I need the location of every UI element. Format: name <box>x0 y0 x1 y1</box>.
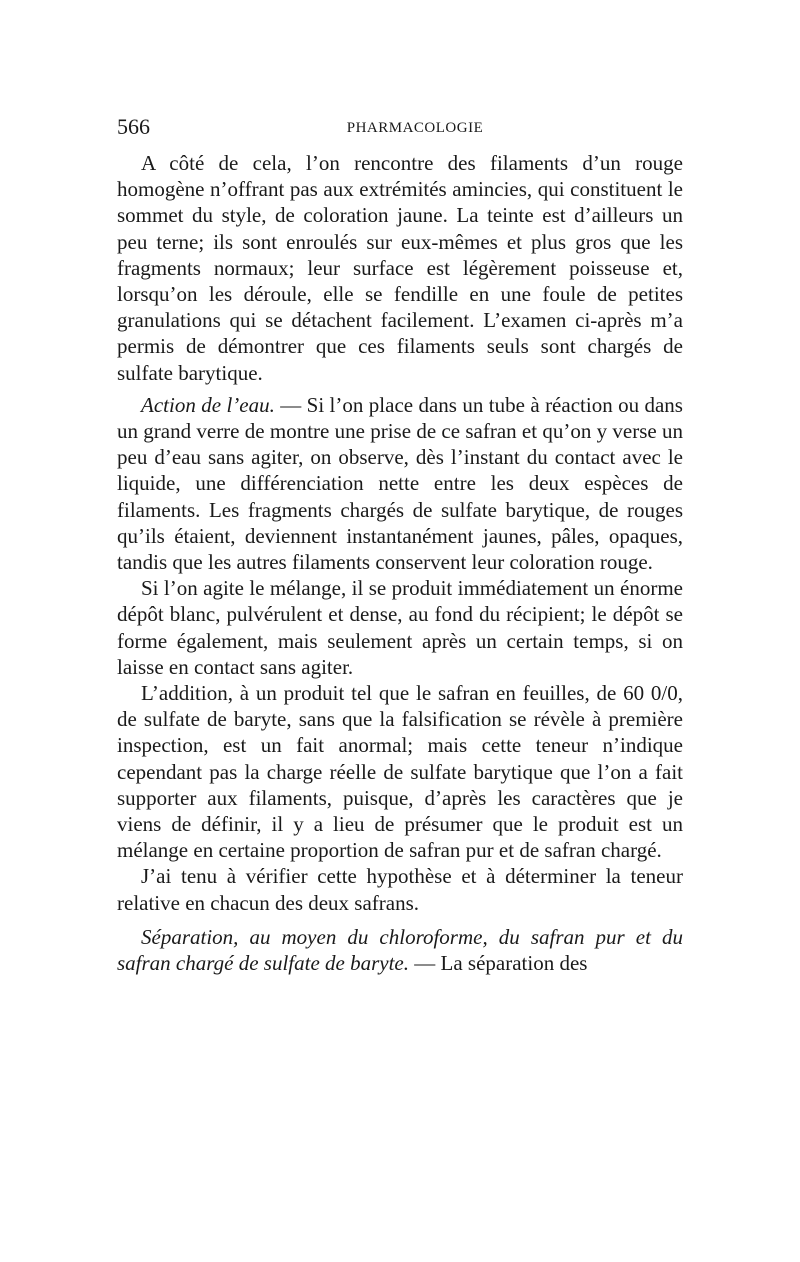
paragraph-text: J’ai tenu à vérifier cette hypothèse et à déterminer la teneur relative en chacun des deux safrans. <box>117 864 683 915</box>
paragraph-text: — Si l’on place dans un tube à réaction ou dans un grand verre de montre une prise de ce safran et qu’on y verse un peu d’eau sans agiter, on observe, dès l’instant du contact avec le liquide, une différenciation nette entre les deux espèces de filaments. Les fragments chargés de sulfate barytique, de rouges qu’ils étaient, deviennent instantanément jaunes, pâles, opaques, tandis que les autres filaments conservent leur coloration rouge. <box>117 392 683 575</box>
paragraph-text: L’addition, à un produit tel que le safran en feuilles, de 60 0/0, de sulfate de baryte, sans que la falsification se révèle à première inspection, est un fait anormal; mais cette teneur n’indique cependant pas la charge réelle de sulfate barytique que l’on a fait supporter aux filaments, puisque, d’après les caractères que je viens de définir, il y a lieu de présumer que le produit est un mélange en certaine proportion de safran pur et de safran chargé. <box>117 681 683 863</box>
running-head <box>117 112 683 142</box>
paragraph-3 <box>117 575 683 680</box>
section-heading-separation: Séparation, au moyen du chloroforme, du safran pur et du safran chargé de sulfate de baryte. <box>117 924 683 976</box>
paragraph-text: A côté de cela, l’on rencontre des filaments d’un rouge homogène n’offrant pas aux extrémités amincies, qui constituent le sommet du style, de coloration jaune. La teinte est d’ailleurs un peu terne; ils sont enroulés sur eux-mêmes et plus gros que les fragments normaux; leur surface est légèrement poisseuse et, lorsqu’on les déroule, elle se fendille en une foule de petites granulations qui se détachent facilement. L’examen ci-après m’a permis de démontrer que ces filaments seuls sont chargés de sulfate barytique. <box>117 151 683 385</box>
paragraph-text: — La séparation des <box>409 951 588 976</box>
paragraph-4 <box>117 680 683 863</box>
page-number: 566 <box>117 114 150 139</box>
body-text <box>117 150 683 976</box>
paragraph-5 <box>117 863 683 915</box>
paragraph-text: Si l’on agite le mélange, il se produit immédiatement un énorme dépôt blanc, pulvérulent et dense, au fond du récipient; le dépôt se forme également, mais seulement après un certain temps, si on laisse en contact sans agiter. <box>117 576 683 679</box>
section-heading-action-eau: Action de l’eau. <box>141 392 275 417</box>
running-title: PHARMACOLOGIE <box>346 120 484 136</box>
paragraph-1 <box>117 150 683 386</box>
paragraph-action-eau <box>117 392 683 575</box>
paragraph-separation <box>117 924 683 976</box>
book-page <box>117 112 683 976</box>
